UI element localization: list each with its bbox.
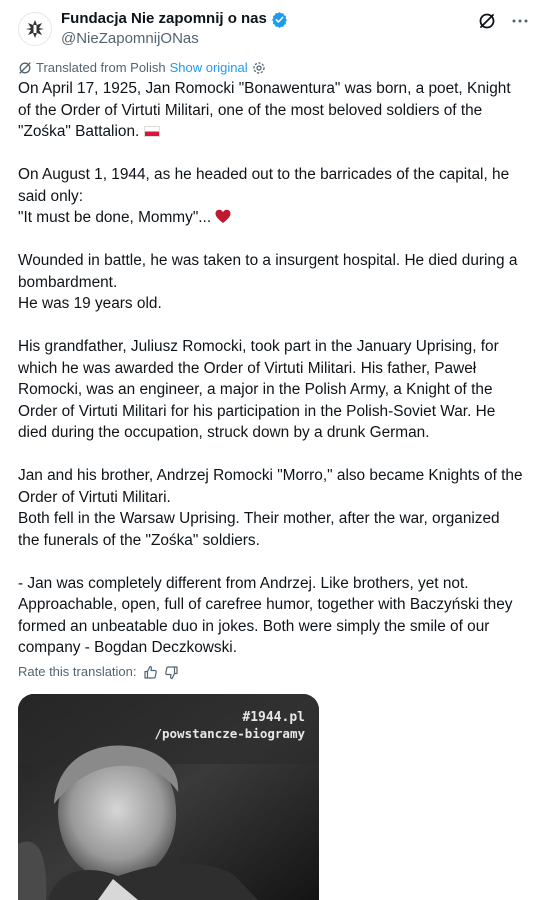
tweet-text <box>18 78 523 659</box>
more-icon[interactable] <box>511 12 529 30</box>
gear-icon[interactable] <box>252 61 266 75</box>
account-handle[interactable]: @NieZapomnijONas <box>61 30 199 47</box>
tweet-paragraph-4: His grandfather, Juliusz Romocki, took part in the January Uprising, for which he was awarded the Order of Virtuti Militari. His father, Paweł Romocki, was an engineer, a major in the Polish Army, a Knight of the Order of Virtuti Militari for his participation in the Polish-Soviet War. He died during the occupation, struck down by a drunk German. <box>18 338 504 441</box>
watermark-line-1: #1944.pl <box>242 710 305 725</box>
verified-badge-icon <box>271 11 288 28</box>
polish-flag-icon <box>144 126 160 137</box>
tweet-paragraph-3: Wounded in battle, he was taken to a insurgent hospital. He died during a bombardment. He was 19 years old. <box>18 252 518 312</box>
rate-translation-label: Rate this translation: <box>18 664 137 679</box>
display-name[interactable]: Fundacja Nie zapomnij o nas <box>61 10 267 27</box>
avatar[interactable] <box>18 12 52 46</box>
rate-translation <box>18 664 179 680</box>
watermark-line-2: /powstancze-biogramy <box>154 726 305 741</box>
thumbs-up-icon[interactable] <box>143 665 158 680</box>
translation-notice-text: Translated from Polish <box>36 60 166 75</box>
grok-icon[interactable] <box>477 11 497 31</box>
translation-notice <box>18 60 266 76</box>
foundation-logo-icon <box>25 19 45 39</box>
tweet-paragraph-2: On August 1, 1944, as he headed out to the barricades of the capital, he said only: "It must be done, Mommy"... <box>18 166 510 226</box>
tweet-photo[interactable] <box>18 694 319 900</box>
tweet-paragraph-1: On April 17, 1925, Jan Romocki "Bonawentura" was born, a poet, Knight of the Order of Virtuti Militari, one of the most beloved soldiers of the "Zośka" Battalion. <box>18 80 515 140</box>
translate-icon <box>18 61 32 75</box>
tweet-paragraph-5: Jan and his brother, Andrzej Romocki "Morro," also became Knights of the Order of Virtuti Militari. Both fell in the Warsaw Uprising. Their mother, after the war, organized the funerals of the "Zośka" soldiers. <box>18 467 523 549</box>
show-original-link[interactable]: Show original <box>169 60 248 75</box>
red-heart-icon <box>215 209 231 224</box>
thumbs-down-icon[interactable] <box>164 665 179 680</box>
tweet-header <box>18 9 529 49</box>
tweet-paragraph-6: - Jan was completely different from Andrzej. Like brothers, yet not. Approachable, open, full of carefree humor, together with Baczyński they formed an unbeatable duo in jokes. Both were simply the smile of our company - Bogdan Deczkowski. <box>18 574 517 656</box>
